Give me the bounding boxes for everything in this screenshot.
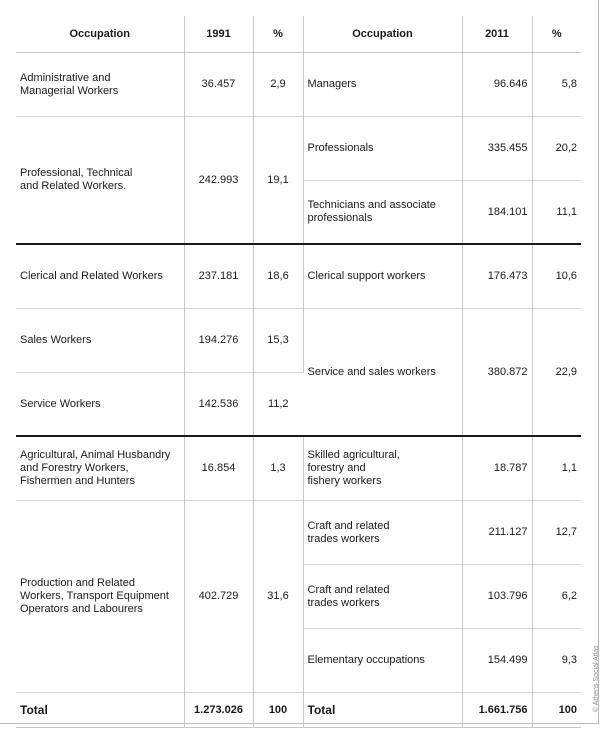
occupation-2011-cell: Clerical support workers: [303, 244, 462, 309]
header-pct-1991: %: [253, 16, 303, 53]
total-pct-2011: 100: [532, 693, 581, 728]
value-2011-cell: 176.473: [462, 244, 532, 309]
header-year-1991: 1991: [184, 16, 253, 53]
table-row: [16, 53, 581, 117]
value-2011-cell: 335.455: [462, 117, 532, 181]
header-occupation-2011: Occupation: [303, 16, 462, 53]
pct-1991-cell: 18,6: [253, 244, 303, 309]
table-row: [16, 501, 581, 565]
value-1991-cell: 194.276: [184, 309, 253, 373]
pct-1991-cell: 1,3: [253, 436, 303, 501]
pct-2011-cell: 6,2: [532, 565, 581, 629]
occupation-1991-cell: Sales Workers: [16, 309, 184, 373]
pct-1991-cell: 2,9: [253, 53, 303, 117]
value-2011-cell: 211.127: [462, 501, 532, 565]
value-1991-cell: 237.181: [184, 244, 253, 309]
occupation-2011-cell: Craft and related trades workers: [303, 501, 462, 565]
total-value-2011: 1.661.756: [462, 693, 532, 728]
pct-1991-cell: 11,2: [253, 373, 303, 437]
pct-2011-cell: 10,6: [532, 244, 581, 309]
occupation-2011-cell: Elementary occupations: [303, 629, 462, 693]
total-label-1991: Total: [16, 693, 184, 728]
value-2011-cell: 154.499: [462, 629, 532, 693]
table-row: [16, 309, 581, 373]
occupation-2011-cell: Craft and related trades workers: [303, 565, 462, 629]
occupation-1991-cell: Professional, Technical and Related Workers.: [16, 117, 184, 245]
value-2011-cell: 380.872: [462, 309, 532, 437]
header-occupation-1991: Occupation: [16, 16, 184, 53]
occupation-1991-cell: Administrative and Managerial Workers: [16, 53, 184, 117]
pct-1991-cell: 15,3: [253, 309, 303, 373]
occupation-2011-cell: Skilled agricultural, forestry and fishery workers: [303, 436, 462, 501]
occupation-1991-cell: Agricultural, Animal Husbandry and Forestry Workers, Fishermen and Hunters: [16, 436, 184, 501]
occupation-comparison-table: [16, 16, 581, 728]
occupation-1991-cell: Clerical and Related Workers: [16, 244, 184, 309]
total-row: [16, 693, 581, 728]
header-pct-2011: %: [532, 16, 581, 53]
value-2011-cell: 96.646: [462, 53, 532, 117]
pct-1991-cell: 19,1: [253, 117, 303, 245]
occupation-2011-cell: Technicians and associate professionals: [303, 181, 462, 245]
occupation-2011-cell: Service and sales workers: [303, 309, 462, 437]
pct-2011-cell: 5,8: [532, 53, 581, 117]
table-row: [16, 244, 581, 309]
table-row: [16, 436, 581, 501]
pct-2011-cell: 9,3: [532, 629, 581, 693]
total-pct-1991: 100: [253, 693, 303, 728]
total-label-2011: Total: [303, 693, 462, 728]
pct-2011-cell: 20,2: [532, 117, 581, 181]
occupation-2011-cell: Managers: [303, 53, 462, 117]
value-1991-cell: 16.854: [184, 436, 253, 501]
value-1991-cell: 242.993: [184, 117, 253, 245]
total-value-1991: 1.273.026: [184, 693, 253, 728]
value-2011-cell: 103.796: [462, 565, 532, 629]
pct-1991-cell: 31,6: [253, 501, 303, 693]
value-1991-cell: 142.536: [184, 373, 253, 437]
occupation-1991-cell: Service Workers: [16, 373, 184, 437]
table-row: [16, 117, 581, 181]
value-1991-cell: 402.729: [184, 501, 253, 693]
pct-2011-cell: 12,7: [532, 501, 581, 565]
header-year-2011: 2011: [462, 16, 532, 53]
credit-text: © Athens Social Atlas: [593, 645, 600, 712]
pct-2011-cell: 1,1: [532, 436, 581, 501]
header-row: [16, 16, 581, 53]
occupation-2011-cell: Professionals: [303, 117, 462, 181]
pct-2011-cell: 22,9: [532, 309, 581, 437]
value-2011-cell: 184.101: [462, 181, 532, 245]
value-1991-cell: 36.457: [184, 53, 253, 117]
occupation-1991-cell: Production and Related Workers, Transport Equipment Operators and Labourers: [16, 501, 184, 693]
value-2011-cell: 18.787: [462, 436, 532, 501]
pct-2011-cell: 11,1: [532, 181, 581, 245]
